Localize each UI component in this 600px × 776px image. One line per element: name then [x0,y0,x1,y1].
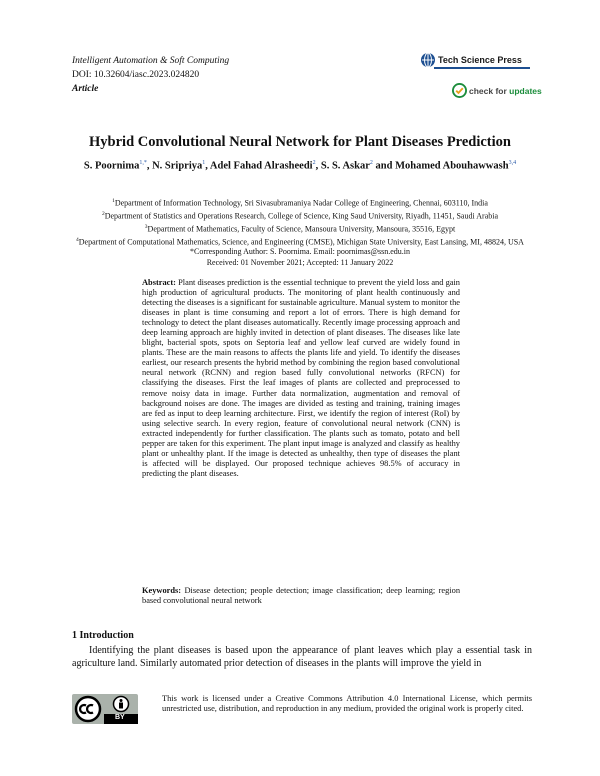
author-name: S. Poornima [83,160,140,172]
affiliation-3: $^3$Department of Mathematics, Faculty of Science, Mansoura University, Mansoura, 35516, Egypt [144,223,456,234]
abstract-text: Plant diseases prediction is the essential technique to prevent the yield loss and gain high production of agricultural products. The monitoring of plant health continuously and detecting the diseases is a significant for sustainable agriculture. Manual system to monitor the diseases in plant is time consuming and report a lot of errors. There is high demand for technology to detect the plant diseases automatically. Recently image processing approach and deep learning approach are highly invited in detection of plant diseases. The diseases like late blight, bacterial spots, spots on Septoria leaf and yellow leaf curved are widely found in plants. These are the main reasons to affects the plants life and yield. To identify the diseases earliest, our research presents the hybrid method by combining the region based convolutional neural network (RCNN) and region based fully convolutional networks (RFCN) for classifying the diseases. First the leaf images of plants are collected and preprocessed to remove noisy data in image. Further data normalization, augmentation and removal of background noises are done. The images are divided as testing and training, training images are fed as input to deep learning architecture. First, we identify the region of interest (RoI) by using selective search. In every region, feature of convolutional neural network (CNN) is extracted independently for further classification. The plants such as tomato, potato and bell pepper are taken for this experiment. The plant input image is analyzed and classify as healthy plant or unhealthy plant. If the image is detected as unhealthy, then type of diseases the plant is affected will be displayed. Our proposed technique achieves 98.5% of accuracy in predicting the plant diseases. [142,278,460,478]
keywords [142,586,460,606]
author-name: N. Sripriya [152,160,203,172]
doi: DOI: 10.32604/iasc.2023.024820 [72,70,200,80]
keywords-label: Keywords: [142,586,182,595]
author-name: Mohamed Abouhawwash [395,160,509,172]
intro-paragraph: Identifying the plant diseases is based upon the appearance of plant leaves which play a essential task in agriculture land. Similarly automated prior detection of diseases in the plants will improve the yield in [72,645,532,669]
author-name: Adel Fahad Alrasheedi [209,160,313,172]
affiliation-4: $^4$Department of Computational Mathematics, Science, and Engineering (CMSE), Michigan State University, East Lansing, MI, 48824, USA [76,236,524,247]
author-affiliation-mark[interactable]: 1,* [139,160,147,166]
cc-by-icon [72,694,138,724]
journal-name: Intelligent Automation & Soft Computing [72,56,230,66]
section-heading: 1 Introduction [72,630,134,641]
corresponding-author: *Corresponding Author: S. Poornima. Email: poornimas@ssn.edu.in [189,247,411,257]
license-text: This work is licensed under a Creative Commons Attribution 4.0 International License, which permits unrestricted use, distribution, and reproduction in any medium, provided the original work is properly cited. [162,694,532,714]
affiliations [60,196,540,268]
author-affiliation-mark[interactable]: 2 [369,160,373,166]
article-type: Article [72,84,99,94]
cc-license-badge[interactable] [72,694,138,724]
publisher-logo-text: Tech Science Press [438,55,522,65]
cc-badge-label: BY [115,714,125,721]
publisher-globe-icon [420,52,436,68]
author-list: S. Poornima$^{1,*}$, N. Sripriya$^1$, Adel Fahad Alrasheedi$^2$, S. S. Askar$^2$ and Mohamed Abouhawwash$^{3,4}$ [83,160,517,172]
paper-title: Hybrid Convolutional Neural Network for Plant Diseases Prediction [89,134,511,150]
author-affiliation-mark[interactable]: 3,4 [508,160,517,166]
affiliation-2: $^2$Department of Statistics and Operations Research, College of Science, King Saud University, Riyadh, 11451, Saudi Arabia [101,210,499,221]
abstract [142,278,460,479]
check-updates-icon [452,83,467,98]
check-for-updates-button[interactable] [452,82,542,100]
affiliation-1: $^1$Department of Information Technology, Sri Sivasubramaniya Nadar College of Engineering, Chennai, 603110, India [112,198,488,208]
publisher-logo [420,52,530,70]
dates: Received: 01 November 2021; Accepted: 11 January 2022 [206,257,394,267]
author-affiliation-mark[interactable]: 1 [202,160,206,166]
abstract-label: Abstract: [142,278,176,287]
check-updates-suffix: updates [509,86,542,96]
keywords-text: Disease detection; people detection; image classification; deep learning; region based convolutional neural network [142,586,461,606]
check-updates-prefix: check for [469,86,507,96]
author-affiliation-mark[interactable]: 2 [312,160,316,166]
author-name: S. S. Askar [320,160,370,172]
